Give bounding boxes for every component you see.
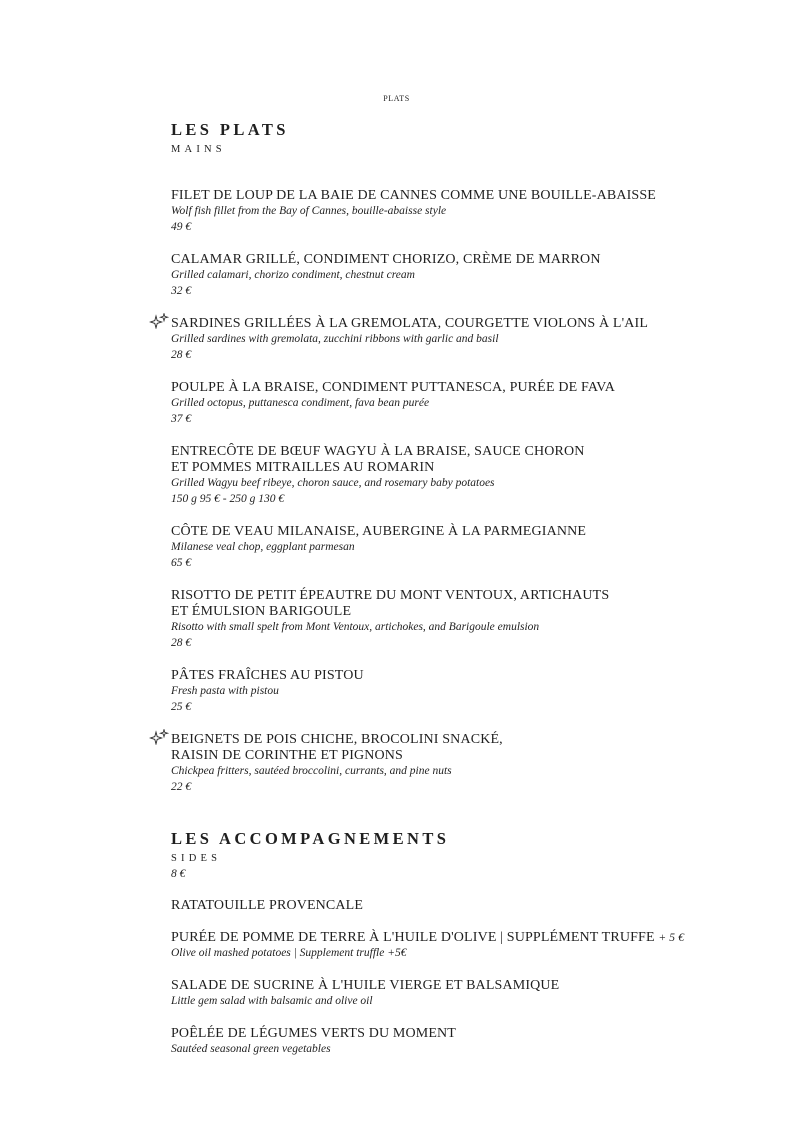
dish-description: Grilled sardines with gremolata, zucchini ribbons with garlic and basil <box>171 333 499 345</box>
side-item <box>171 930 761 961</box>
side-name: RATATOUILLE PROVENCALE <box>171 898 364 913</box>
side-name: PURÉE DE POMME DE TERRE À L'HUILE D'OLIVE | SUPPLÉMENT TRUFFE <box>171 930 655 945</box>
dish-price: 28 € <box>171 349 192 361</box>
dish-item <box>171 732 761 795</box>
dish-price: 22 € <box>171 781 192 793</box>
side-extra-price: + 5 € <box>658 932 685 944</box>
dish-item <box>171 588 761 651</box>
dish-name-line-2: RAISIN DE CORINTHE ET PIGNONS <box>171 748 403 763</box>
dish-name: SARDINES GRILLÉES À LA GREMOLATA, COURGETTE VIOLONS À L'AIL <box>171 316 649 331</box>
sides-price: 8 € <box>171 868 186 880</box>
side-item <box>171 898 761 914</box>
dish-price: 25 € <box>171 701 192 713</box>
dish-price: 150 g 95 € - 250 g 130 € <box>171 493 285 505</box>
dish-name: RISOTTO DE PETIT ÉPEAUTRE DU MONT VENTOUX, ARTICHAUTS <box>171 588 610 603</box>
dish-description: Milanese veal chop, eggplant parmesan <box>171 541 355 553</box>
dish-price: 37 € <box>171 413 192 425</box>
dish-name: CALAMAR GRILLÉ, CONDIMENT CHORIZO, CRÈME DE MARRON <box>171 252 601 267</box>
sides-subtitle: SIDES <box>171 853 222 864</box>
dish-price: 32 € <box>171 285 192 297</box>
page-label: PLATS <box>383 94 410 103</box>
dish-item <box>171 252 761 299</box>
dish-name: ENTRECÔTE DE BŒUF WAGYU À LA BRAISE, SAUCE CHORON <box>171 444 585 459</box>
dish-description: Chickpea fritters, sautéed broccolini, currants, and pine nuts <box>171 765 452 777</box>
dish-name-line-2: ET ÉMULSION BARIGOULE <box>171 604 352 619</box>
dish-name: POULPE À LA BRAISE, CONDIMENT PUTTANESCA, PURÉE DE FAVA <box>171 380 616 395</box>
dish-price: 49 € <box>171 221 192 233</box>
dish-item <box>171 380 761 427</box>
dish-description: Risotto with small spelt from Mont Ventoux, artichokes, and Barigoule emulsion <box>171 621 540 633</box>
side-description: Little gem salad with balsamic and olive oil <box>171 995 373 1007</box>
side-item <box>171 978 761 1009</box>
dish-name: CÔTE DE VEAU MILANAISE, AUBERGINE À LA PARMEGIANNE <box>171 524 587 539</box>
dish-name-line-2: ET POMMES MITRAILLES AU ROMARIN <box>171 460 435 475</box>
dish-description: Grilled Wagyu beef ribeye, choron sauce, and rosemary baby potatoes <box>171 477 495 489</box>
dish-description: Grilled calamari, chorizo condiment, chestnut cream <box>171 269 415 281</box>
dish-name: PÂTES FRAÎCHES AU PISTOU <box>171 668 364 683</box>
dish-item <box>171 188 761 235</box>
side-name: POÊLÉE DE LÉGUMES VERTS DU MOMENT <box>171 1026 457 1041</box>
dish-item <box>171 524 761 571</box>
side-description: Olive oil mashed potatoes | Supplement truffle +5€ <box>171 947 407 959</box>
side-name: SALADE DE SUCRINE À L'HUILE VIERGE ET BALSAMIQUE <box>171 978 560 993</box>
dish-description: Fresh pasta with pistou <box>171 685 279 697</box>
sparkle-icon <box>149 313 169 329</box>
dish-price: 65 € <box>171 557 192 569</box>
dish-item <box>171 316 761 363</box>
sides-title: LES ACCOMPAGNEMENTS <box>171 829 450 848</box>
mains-title: LES PLATS <box>171 120 289 139</box>
dish-price: 28 € <box>171 637 192 649</box>
dish-item <box>171 444 761 507</box>
side-description: Sautéed seasonal green vegetables <box>171 1043 331 1055</box>
dish-description: Grilled octopus, puttanesca condiment, fava bean purée <box>171 397 430 409</box>
dish-description: Wolf fish fillet from the Bay of Cannes, bouille-abaisse style <box>171 205 447 217</box>
side-name-row <box>171 930 761 946</box>
dish-item <box>171 668 761 715</box>
dish-name: BEIGNETS DE POIS CHICHE, BROCOLINI SNACKÉ, <box>171 732 503 747</box>
side-item <box>171 1026 761 1057</box>
dish-name: FILET DE LOUP DE LA BAIE DE CANNES COMME UNE BOUILLE-ABAISSE <box>171 188 656 203</box>
sparkle-icon <box>149 729 169 745</box>
mains-subtitle: MAINS <box>171 144 226 155</box>
